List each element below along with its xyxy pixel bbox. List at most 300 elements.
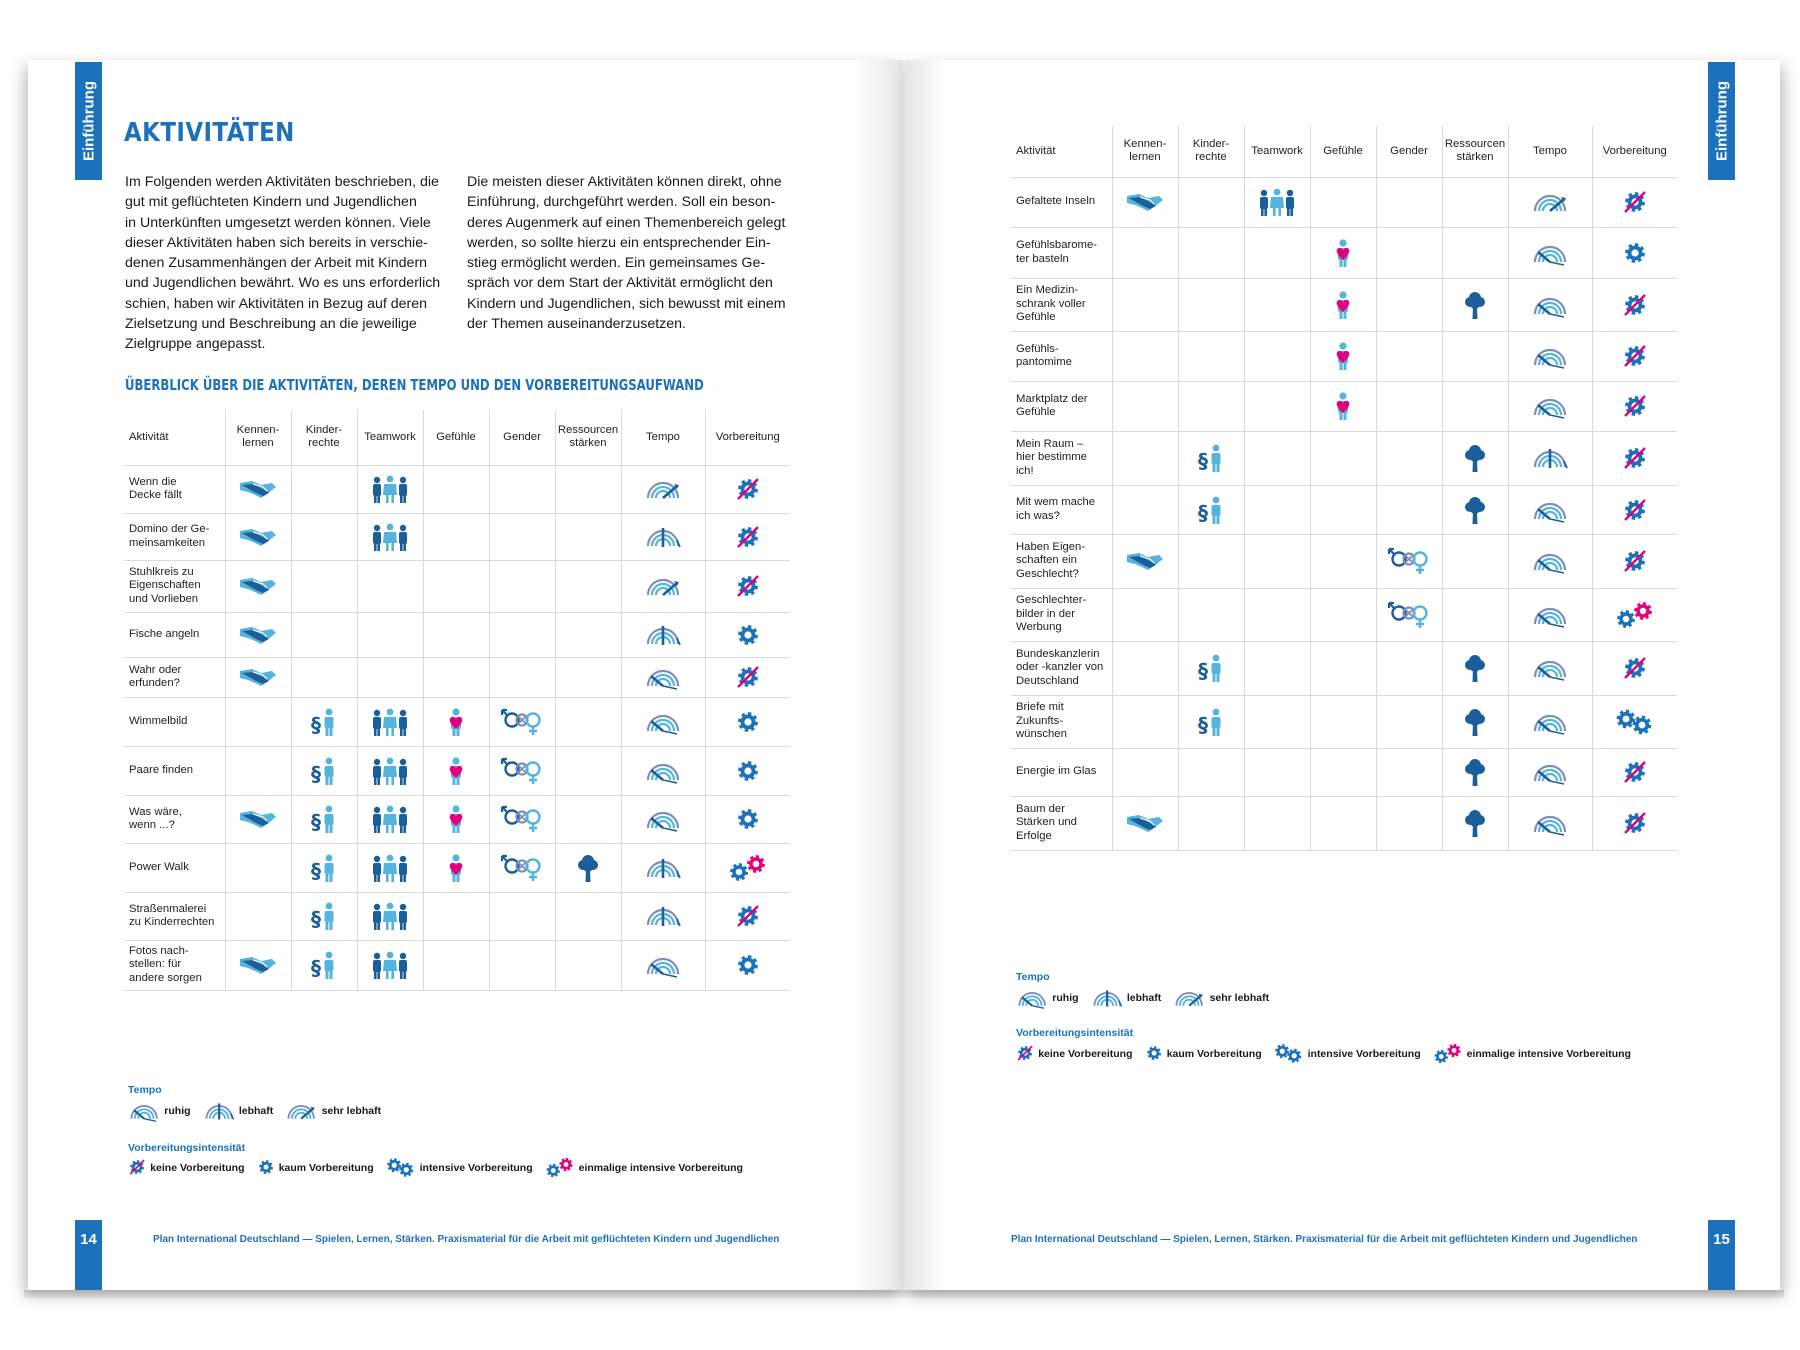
table-row [124, 465, 790, 513]
legend-tempo [128, 1100, 393, 1122]
cell-ressourcen [1442, 695, 1508, 748]
legend-item-kaum [1145, 1044, 1262, 1062]
table-row [124, 513, 790, 560]
cell-vorbereitung [1592, 177, 1677, 227]
cell-tempo [1508, 695, 1592, 748]
cell-tempo [621, 465, 705, 513]
svg-text:§: § [311, 956, 321, 980]
cell-kennenlernen [1112, 278, 1178, 331]
legend-vorbereitung [128, 1157, 755, 1178]
legend-item-ruhig [128, 1100, 191, 1122]
handshake-icon [239, 624, 277, 646]
table-row [124, 843, 790, 892]
activity-name: Fotos nach- stellen: für andere sorgen [124, 940, 225, 990]
svg-text:§: § [311, 907, 321, 931]
tempo-ruhig-icon [644, 952, 682, 978]
legend-label: intensive Vorbereitung [1307, 1047, 1421, 1060]
section-tab-label: Einführung [1713, 81, 1730, 161]
cell-kinderrechte [1178, 641, 1244, 695]
cell-gender [489, 657, 555, 697]
tempo-ruhig-icon [1531, 810, 1569, 836]
cell-teamwork [1244, 485, 1310, 534]
activity-name: Was wäre, wenn ...? [124, 795, 225, 843]
vorb-keine-icon [1622, 497, 1648, 523]
cell-ressourcen [1442, 588, 1508, 641]
cell-gefuehle [1310, 641, 1376, 695]
page-number: 15 [1708, 1220, 1735, 1290]
section-subtitle: ÜBERBLICK ÜBER DIE AKTIVITÄTEN, DEREN TEMPO UND DEN VORBEREITUNGSAUFWAND [125, 376, 704, 394]
cell-tempo [621, 843, 705, 892]
table-row [124, 892, 790, 940]
header-teamwork: Teamwork [357, 410, 423, 465]
tree-icon [1464, 707, 1486, 737]
handshake-icon [239, 666, 277, 688]
cell-gender [489, 612, 555, 657]
person-heart-icon [446, 707, 466, 737]
tempo-ruhig-icon [1531, 343, 1569, 369]
cell-vorbereitung [705, 892, 790, 940]
tree-icon [1464, 757, 1486, 787]
cell-gefuehle [1310, 177, 1376, 227]
cell-gefuehle [1310, 748, 1376, 796]
person-law-icon [311, 853, 337, 883]
cell-kennenlernen [1112, 331, 1178, 381]
vorb-keine-icon [1622, 343, 1648, 369]
cell-gender [1376, 796, 1442, 850]
header-tempo: Tempo [1508, 126, 1592, 177]
activity-name: Fische angeln [124, 612, 225, 657]
cell-kennenlernen [225, 795, 291, 843]
cell-ressourcen [555, 697, 621, 746]
table-row [1011, 796, 1677, 850]
cell-teamwork [1244, 695, 1310, 748]
legend-label: intensive Vorbereitung [419, 1161, 533, 1174]
person-law-icon [1198, 443, 1224, 473]
vorb-kaum-icon [735, 758, 761, 784]
cell-teamwork [1244, 641, 1310, 695]
gender-icon [500, 853, 544, 883]
handshake-icon [239, 954, 277, 976]
cell-tempo [1508, 227, 1592, 278]
page-footer: Plan International Deutschland — Spielen, Lernen, Stärken. Praxismaterial für die Arbeit mit geflüchteten Kindern und Jugendlichen [153, 1234, 780, 1245]
cell-ressourcen [555, 940, 621, 990]
tempo-ruhig-icon [1531, 759, 1569, 785]
person-heart-icon [446, 853, 466, 883]
handshake-icon [239, 575, 277, 597]
legend-label: keine Vorbereitung [1038, 1047, 1133, 1060]
section-tab [1708, 62, 1735, 180]
cell-gefuehle [423, 843, 489, 892]
header-kennenlernen: Kennen- lernen [1112, 126, 1178, 177]
cell-tempo [621, 612, 705, 657]
gender-icon [1387, 546, 1431, 576]
cell-gefuehle [423, 560, 489, 612]
cell-vorbereitung [1592, 278, 1677, 331]
header-gender: Gender [489, 410, 555, 465]
legend-label: sehr lebhaft [1209, 992, 1270, 1005]
activity-name: Power Walk [124, 843, 225, 892]
cell-ressourcen [1442, 278, 1508, 331]
people-icon [370, 950, 410, 980]
cell-tempo [621, 795, 705, 843]
cell-ressourcen [555, 795, 621, 843]
person-law-icon [311, 707, 337, 737]
cell-kennenlernen [225, 940, 291, 990]
tempo-ruhig-icon [644, 664, 682, 690]
cell-tempo [621, 560, 705, 612]
cell-kinderrechte [1178, 534, 1244, 588]
right-page [905, 60, 1780, 1290]
activity-name: Mit wem mache ich was? [1011, 485, 1112, 534]
vorb-einmalig-icon [545, 1157, 575, 1178]
cell-ressourcen [555, 892, 621, 940]
cell-gefuehle [423, 795, 489, 843]
cell-kinderrechte [291, 746, 357, 795]
cell-vorbereitung [705, 843, 790, 892]
cell-kinderrechte [291, 697, 357, 746]
cell-kennenlernen [1112, 796, 1178, 850]
activity-name: Wimmelbild [124, 697, 225, 746]
cell-tempo [1508, 796, 1592, 850]
legend-label: einmalige intensive Vorbereitung [1466, 1047, 1631, 1060]
cell-kinderrechte [1178, 485, 1244, 534]
cell-tempo [1508, 641, 1592, 695]
svg-text:§: § [311, 712, 321, 737]
cell-kennenlernen [225, 612, 291, 657]
cell-gender [1376, 227, 1442, 278]
cell-tempo [621, 697, 705, 746]
cell-gender [489, 843, 555, 892]
tempo-ruhig-icon [1016, 987, 1048, 1009]
people-icon [1257, 187, 1297, 217]
cell-kinderrechte [1178, 381, 1244, 431]
table-row [124, 746, 790, 795]
tempo-sehr-lebhaft-icon [1531, 189, 1569, 215]
activities-table-right [1011, 126, 1677, 851]
cell-gefuehle [1310, 485, 1376, 534]
cell-vorbereitung [1592, 381, 1677, 431]
cell-kinderrechte [1178, 748, 1244, 796]
cell-ressourcen [1442, 431, 1508, 485]
cell-vorbereitung [705, 746, 790, 795]
vorb-kaum-icon [257, 1158, 275, 1176]
header-aktivitaet: Aktivität [1011, 126, 1112, 177]
cell-vorbereitung [1592, 227, 1677, 278]
cell-gefuehle [423, 465, 489, 513]
handshake-icon [239, 526, 277, 548]
cell-ressourcen [555, 657, 621, 697]
table-row [1011, 588, 1677, 641]
cell-vorbereitung [705, 612, 790, 657]
section-tab-label: Einführung [80, 81, 97, 161]
vorb-keine-icon [1622, 445, 1648, 471]
cell-tempo [1508, 534, 1592, 588]
vorb-einmalig-icon [1433, 1043, 1463, 1064]
cell-kinderrechte [1178, 431, 1244, 485]
vorb-kaum-icon [1622, 240, 1648, 266]
vorb-keine-icon [1622, 759, 1648, 785]
header-gefuehle: Gefühle [1310, 126, 1376, 177]
cell-teamwork [357, 560, 423, 612]
table-row [124, 697, 790, 746]
tree-icon [1464, 443, 1486, 473]
cell-gefuehle [423, 940, 489, 990]
cell-gender [1376, 485, 1442, 534]
tree-icon [1464, 653, 1486, 683]
cell-gender [1376, 534, 1442, 588]
cell-gender [489, 465, 555, 513]
cell-vorbereitung [705, 513, 790, 560]
cell-gender [489, 746, 555, 795]
person-law-icon [1198, 707, 1224, 737]
gender-icon [1387, 600, 1431, 630]
activity-name: Haben Eigen- schaften ein Geschlecht? [1011, 534, 1112, 588]
cell-teamwork [1244, 534, 1310, 588]
cell-gefuehle [1310, 796, 1376, 850]
tree-icon [1464, 290, 1486, 320]
header-kennenlernen: Kennen- lernen [225, 410, 291, 465]
cell-gefuehle [423, 513, 489, 560]
table-row [1011, 641, 1677, 695]
cell-vorbereitung [1592, 534, 1677, 588]
person-heart-icon [1333, 290, 1353, 320]
table-row [1011, 331, 1677, 381]
svg-text:§: § [1198, 712, 1208, 737]
cell-kennenlernen [1112, 431, 1178, 485]
table-row [1011, 748, 1677, 796]
tempo-ruhig-icon [1531, 393, 1569, 419]
cell-tempo [1508, 485, 1592, 534]
cell-tempo [1508, 748, 1592, 796]
cell-gender [1376, 381, 1442, 431]
cell-vorbereitung [1592, 796, 1677, 850]
legend-item-keine [128, 1158, 245, 1176]
cell-kennenlernen [225, 892, 291, 940]
activity-name: Gefaltete Inseln [1011, 177, 1112, 227]
tempo-ruhig-icon [644, 709, 682, 735]
legend-label: einmalige intensive Vorbereitung [578, 1161, 743, 1174]
legend-label: ruhig [1052, 992, 1079, 1005]
cell-gefuehle [423, 697, 489, 746]
person-law-icon [1198, 653, 1224, 683]
cell-vorbereitung [705, 657, 790, 697]
person-law-icon [311, 804, 337, 834]
legend-item-keine [1016, 1044, 1133, 1062]
cell-teamwork [357, 746, 423, 795]
cell-kennenlernen [1112, 588, 1178, 641]
table-row [1011, 177, 1677, 227]
vorb-intensiv-icon [1274, 1043, 1304, 1064]
cell-tempo [1508, 588, 1592, 641]
cell-kennenlernen [225, 657, 291, 697]
tempo-ruhig-icon [644, 806, 682, 832]
table-row [124, 795, 790, 843]
cell-gefuehle [423, 612, 489, 657]
vorb-einmalig-icon [1615, 601, 1655, 629]
cell-tempo [1508, 381, 1592, 431]
cell-ressourcen [555, 560, 621, 612]
cell-kinderrechte [291, 940, 357, 990]
cell-kinderrechte [291, 513, 357, 560]
vorb-kaum-icon [735, 709, 761, 735]
cell-gefuehle [1310, 227, 1376, 278]
cell-gender [489, 795, 555, 843]
cell-teamwork [1244, 588, 1310, 641]
cell-vorbereitung [1592, 695, 1677, 748]
activity-name: Ein Medizin- schrank voller Gefühle [1011, 278, 1112, 331]
vorb-intensiv-icon [1615, 708, 1655, 736]
cell-gender [1376, 431, 1442, 485]
activity-name: Briefe mit Zukunfts- wünschen [1011, 695, 1112, 748]
person-law-icon [311, 756, 337, 786]
header-gefuehle: Gefühle [423, 410, 489, 465]
tempo-ruhig-icon [128, 1100, 160, 1122]
legend-tempo [1016, 987, 1281, 1009]
cell-teamwork [357, 513, 423, 560]
people-icon [370, 853, 410, 883]
activity-name: Geschlechter- bilder in der Werbung [1011, 588, 1112, 641]
cell-gender [1376, 177, 1442, 227]
person-heart-icon [446, 756, 466, 786]
vorb-kaum-icon [1145, 1044, 1163, 1062]
tempo-ruhig-icon [1531, 602, 1569, 628]
legend-label: lebhaft [238, 1105, 274, 1118]
cell-ressourcen [1442, 534, 1508, 588]
legend-vorbereitung-title: Vorbereitungsintensität [1016, 1027, 1134, 1039]
cell-kinderrechte [1178, 278, 1244, 331]
activity-name: Energie im Glas [1011, 748, 1112, 796]
legend-label: ruhig [164, 1105, 191, 1118]
tempo-lebhaft-icon [644, 524, 682, 550]
gender-icon [500, 707, 544, 737]
cell-kennenlernen [1112, 695, 1178, 748]
cell-gefuehle [1310, 331, 1376, 381]
cell-kinderrechte [1178, 177, 1244, 227]
activities-table-left [124, 410, 790, 991]
activity-name: Paare finden [124, 746, 225, 795]
cell-gender [489, 892, 555, 940]
tempo-sehr-lebhaft-icon [644, 573, 682, 599]
legend-label: lebhaft [1126, 992, 1162, 1005]
tempo-ruhig-icon [644, 758, 682, 784]
tempo-lebhaft-icon [1091, 987, 1123, 1009]
tempo-ruhig-icon [1531, 709, 1569, 735]
person-law-icon [311, 950, 337, 980]
activity-name: Baum der Stärken und Erfolge [1011, 796, 1112, 850]
header-vorbereitung: Vorbereitung [705, 410, 790, 465]
header-gender: Gender [1376, 126, 1442, 177]
cell-kennenlernen [1112, 227, 1178, 278]
cell-teamwork [357, 657, 423, 697]
legend-label: keine Vorbereitung [150, 1161, 245, 1174]
cell-kennenlernen [1112, 641, 1178, 695]
cell-teamwork [1244, 796, 1310, 850]
vorb-kaum-icon [735, 622, 761, 648]
activity-name: Stuhlkreis zu Eigenschaften und Vorlieben [124, 560, 225, 612]
handshake-icon [239, 478, 277, 500]
activity-name: Wahr oder erfunden? [124, 657, 225, 697]
cell-kinderrechte [1178, 695, 1244, 748]
people-icon [370, 901, 410, 931]
cell-ressourcen [555, 612, 621, 657]
table-row [1011, 278, 1677, 331]
cell-ressourcen [1442, 177, 1508, 227]
cell-kennenlernen [1112, 381, 1178, 431]
cell-gender [489, 940, 555, 990]
cell-teamwork [357, 697, 423, 746]
cell-gender [489, 697, 555, 746]
tempo-lebhaft-icon [1531, 445, 1569, 471]
cell-ressourcen [1442, 485, 1508, 534]
cell-tempo [621, 657, 705, 697]
table-row [1011, 431, 1677, 485]
table-row [1011, 485, 1677, 534]
activity-name: Mein Raum – hier bestimme ich! [1011, 431, 1112, 485]
gutter-shadow [853, 60, 903, 1290]
cell-teamwork [357, 843, 423, 892]
tempo-lebhaft-icon [644, 903, 682, 929]
cell-vorbereitung [705, 795, 790, 843]
people-icon [370, 756, 410, 786]
legend-item-einmalig [545, 1157, 743, 1178]
left-page [28, 60, 903, 1290]
page-footer: Plan International Deutschland — Spielen, Lernen, Stärken. Praxismaterial für die Arbeit mit geflüchteten Kindern und Jugendlichen [1011, 1234, 1638, 1245]
table-row [1011, 695, 1677, 748]
header-kinderrechte: Kinder- rechte [291, 410, 357, 465]
cell-kinderrechte [291, 612, 357, 657]
gender-icon [500, 804, 544, 834]
vorb-keine-icon [1622, 393, 1648, 419]
cell-kennenlernen [225, 843, 291, 892]
cell-gefuehle [1310, 534, 1376, 588]
activity-name: Gefühlsbarome- ter basteln [1011, 227, 1112, 278]
cell-gefuehle [1310, 381, 1376, 431]
handshake-icon [1126, 812, 1164, 834]
cell-kinderrechte [291, 560, 357, 612]
legend-label: kaum Vorbereitung [278, 1161, 374, 1174]
vorb-keine-icon [1622, 810, 1648, 836]
cell-teamwork [1244, 748, 1310, 796]
cell-ressourcen [1442, 796, 1508, 850]
cell-kinderrechte [291, 795, 357, 843]
cell-gefuehle [1310, 431, 1376, 485]
header-ressourcen: Ressourcen stärken [1442, 126, 1508, 177]
cell-ressourcen [555, 843, 621, 892]
cell-gender [1376, 331, 1442, 381]
intro-column-1: Im Folgenden werden Aktivitäten beschrieben, die gut mit geflüchteten Kindern und Jugendlichen in Unterkünften umgesetzt werden können. Viele dieser Aktivitäten haben sich bereits in verschie- denen Zusammenhängen der Arbeit mit Kindern und Jugendlichen bewährt. Wo es uns erforderlich schien, haben wir Aktivitäten in Bezug auf deren Zielsetzung und Beschreibung an die jeweilige Zielgruppe angepasst. [125, 174, 441, 353]
activity-name: Wenn die Decke fällt [124, 465, 225, 513]
legend-tempo-title: Tempo [1016, 971, 1050, 983]
cell-tempo [1508, 431, 1592, 485]
cell-tempo [621, 513, 705, 560]
cell-gender [1376, 695, 1442, 748]
table-row [1011, 227, 1677, 278]
cell-ressourcen [1442, 331, 1508, 381]
cell-kennenlernen [1112, 534, 1178, 588]
vorb-kaum-icon [735, 952, 761, 978]
legend-tempo-title: Tempo [128, 1084, 162, 1096]
header-teamwork: Teamwork [1244, 126, 1310, 177]
tempo-ruhig-icon [1531, 240, 1569, 266]
handshake-icon [1126, 191, 1164, 213]
vorb-keine-icon [735, 524, 761, 550]
tempo-ruhig-icon [1531, 548, 1569, 574]
cell-teamwork [1244, 431, 1310, 485]
cell-vorbereitung [1592, 588, 1677, 641]
cell-gender [1376, 278, 1442, 331]
cell-ressourcen [555, 746, 621, 795]
cell-ressourcen [1442, 641, 1508, 695]
